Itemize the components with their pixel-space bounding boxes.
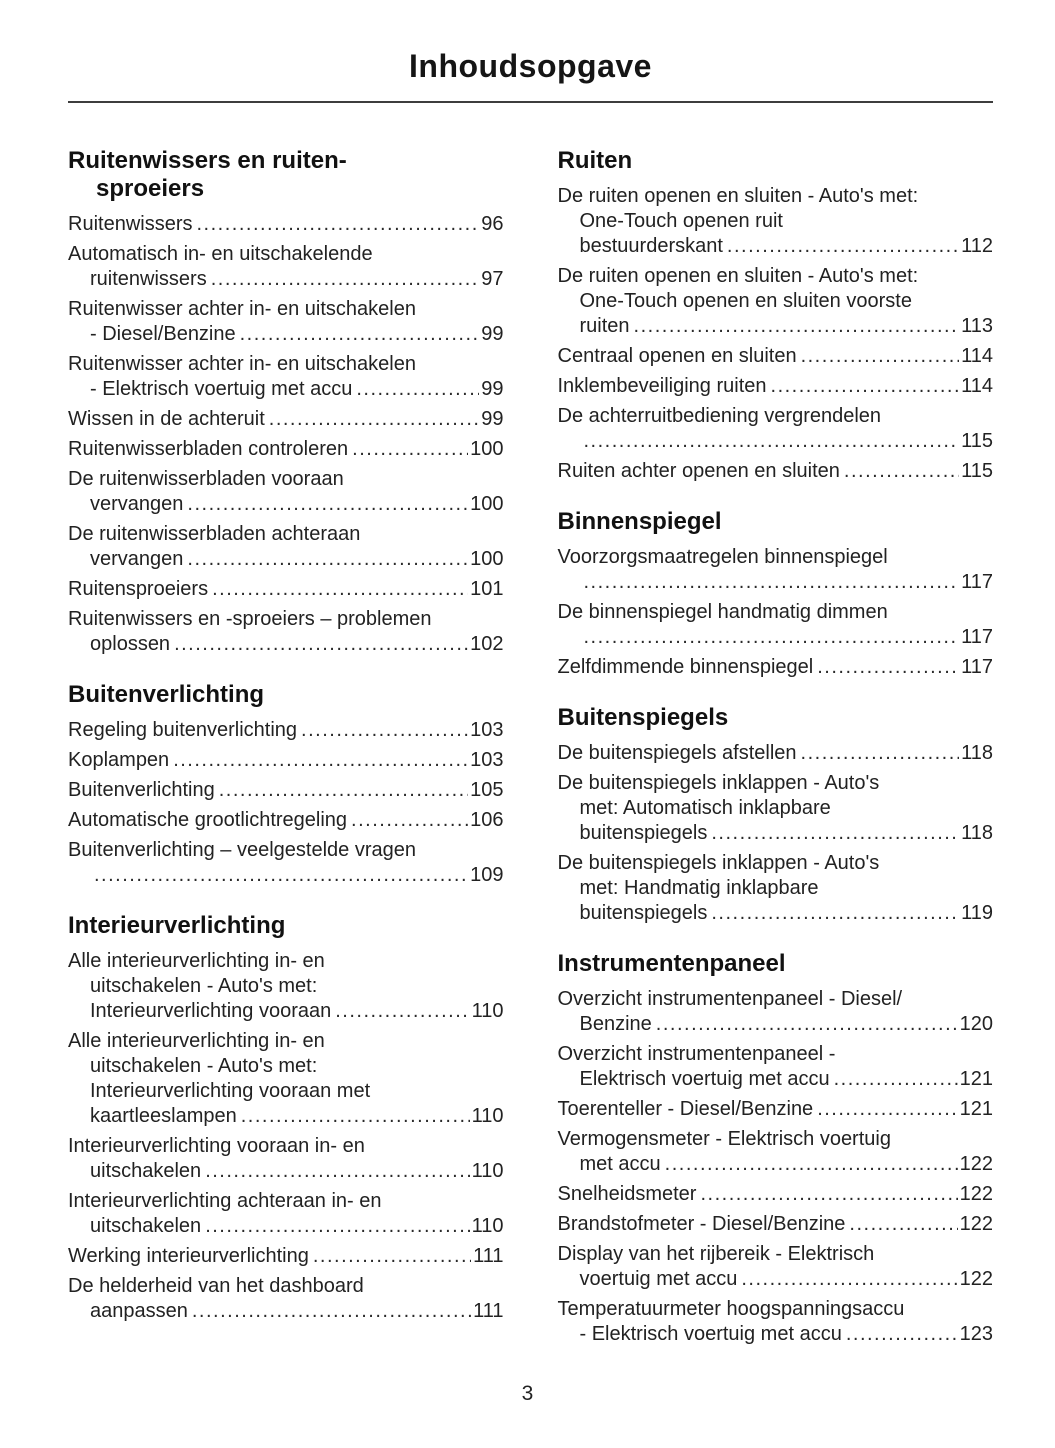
leader-dots (771, 374, 960, 399)
entry-last-line (558, 1012, 994, 1037)
entry-page-number: 115 (961, 460, 993, 482)
toc-entry (68, 352, 504, 402)
toc-entry (558, 987, 994, 1037)
toc-entry (68, 297, 504, 347)
entry-page-number: 111 (473, 1300, 504, 1322)
entry-line: Temperatuurmeter hoogspanningsaccu (557, 1298, 905, 1320)
toc-entry (68, 778, 504, 803)
toc-section (558, 704, 994, 926)
entry-last-line (68, 322, 504, 347)
entry-last-line (68, 212, 504, 237)
toc-entry (558, 184, 994, 259)
entry-page-number: 122 (959, 1183, 993, 1205)
entry-page-number: 123 (959, 1323, 993, 1345)
toc-entry (558, 404, 994, 454)
toc-entry (558, 1242, 994, 1292)
entry-page-number: 102 (470, 633, 504, 655)
entry-last-line (558, 1212, 994, 1237)
leader-dots (665, 1152, 958, 1177)
entry-label: Koplampen (68, 749, 170, 771)
toc-entry (68, 467, 504, 517)
entry-label: Automatische grootlichtregeling (68, 809, 348, 831)
leader-dots (634, 314, 960, 339)
entry-label: Benzine (579, 1013, 652, 1035)
entry-label: Centraal openen en sluiten (557, 345, 797, 367)
section-heading (68, 681, 504, 709)
entry-label: Toerenteller - Diesel/Benzine (557, 1098, 814, 1120)
entry-page-number: 110 (471, 1215, 504, 1237)
entry-last-line (558, 344, 994, 369)
section-heading-line: Binnenspiegel (557, 508, 722, 535)
toc-entry (558, 655, 994, 680)
toc-entry (68, 242, 504, 292)
entry-label: uitschakelen (90, 1160, 202, 1182)
entry-line: met: Handmatig inklapbare (579, 877, 819, 899)
entry-page-number: 110 (471, 1105, 504, 1127)
entry-page-number: 101 (470, 578, 504, 600)
entry-last-line (68, 778, 504, 803)
entry-line: One-Touch openen en sluiten voorste (579, 290, 912, 312)
entry-label: Interieurverlichting vooraan (90, 1000, 332, 1022)
entry-label: Snelheidsmeter (557, 1183, 697, 1205)
entry-label: Regeling buitenverlichting (68, 719, 298, 741)
toc-entry (558, 264, 994, 339)
toc-entry (558, 1127, 994, 1177)
entry-page-number: 103 (470, 719, 504, 741)
toc-entry (68, 838, 504, 888)
section-heading (558, 950, 994, 978)
entry-last-line (558, 374, 994, 399)
entry-last-line (68, 577, 504, 602)
leader-dots (196, 212, 479, 237)
section-heading-line: sproeiers (96, 175, 205, 202)
leader-dots (187, 492, 468, 517)
entry-line: Overzicht instrumentenpaneel - Diesel/ (557, 988, 903, 1010)
entry-line: De buitenspiegels inklappen - Auto's (557, 852, 880, 874)
toc-entry (558, 545, 994, 595)
toc-entry (558, 344, 994, 369)
leader-dots (817, 655, 959, 680)
entry-label: - Elektrisch voertuig met accu (579, 1323, 842, 1345)
toc-section (558, 950, 994, 1347)
leader-dots (727, 234, 959, 259)
leader-dots (584, 570, 960, 595)
entry-line: De ruiten openen en sluiten - Auto's met: (557, 185, 919, 207)
leader-dots (192, 1299, 471, 1324)
toc-columns (68, 147, 993, 1352)
leader-dots (844, 459, 959, 484)
toc-entry (68, 607, 504, 657)
entry-line: Interieurverlichting vooraan in- en (68, 1135, 365, 1157)
entry-last-line (558, 1182, 994, 1207)
toc-entry (68, 577, 504, 602)
entry-page-number: 114 (961, 345, 993, 367)
entry-page-number: 99 (481, 408, 504, 430)
entry-line: De buitenspiegels inklappen - Auto's (557, 772, 880, 794)
entry-line: Display van het rijbereik - Elektrisch (557, 1243, 875, 1265)
toc-entry (68, 1134, 504, 1184)
entry-page-number: 111 (473, 1245, 504, 1267)
entry-page-number: 97 (481, 268, 504, 290)
entry-page-number: 118 (961, 742, 993, 764)
leader-dots (240, 322, 480, 347)
entry-last-line (68, 1159, 504, 1184)
entry-last-line (558, 655, 994, 680)
entry-last-line (68, 377, 504, 402)
leader-dots (205, 1159, 469, 1184)
toc-entry (558, 771, 994, 846)
leader-dots (711, 901, 959, 926)
toc-entry (558, 1097, 994, 1122)
toc-section (558, 508, 994, 680)
entry-page-number: 100 (470, 438, 504, 460)
entry-label: Ruitenwisserbladen controleren (68, 438, 349, 460)
entry-label: Zelfdimmende binnenspiegel (557, 656, 814, 678)
entry-page-number: 121 (959, 1068, 993, 1090)
entry-last-line (558, 625, 994, 650)
entry-label: vervangen (90, 548, 184, 570)
entry-line: One-Touch openen ruit (579, 210, 783, 232)
leader-dots (700, 1182, 957, 1207)
leader-dots (584, 429, 960, 454)
leader-dots (174, 632, 468, 657)
toc-entry (558, 459, 994, 484)
entry-line: De ruiten openen en sluiten - Auto's met: (557, 265, 919, 287)
leader-dots (351, 808, 468, 833)
toc-entry (68, 212, 504, 237)
entry-line: Ruitenwisser achter in- en uitschakelen (68, 298, 416, 320)
entry-label: voertuig met accu (579, 1268, 738, 1290)
entry-label: buitenspiegels (579, 902, 708, 924)
entry-page-number: 100 (470, 548, 504, 570)
leader-dots (173, 748, 468, 773)
entry-label: Brandstofmeter - Diesel/Benzine (557, 1213, 846, 1235)
entry-page-number: 105 (470, 779, 504, 801)
entry-line: Interieurverlichting vooraan met (90, 1080, 371, 1102)
entry-line: uitschakelen - Auto's met: (90, 975, 318, 997)
leader-dots (846, 1322, 958, 1347)
section-heading-line: Buitenspiegels (557, 704, 729, 731)
toc-entry (558, 1212, 994, 1237)
page-number-footer: 3 (521, 1382, 534, 1405)
entry-label: Buitenverlichting (68, 779, 215, 801)
entry-line: De ruitenwisserbladen vooraan (68, 468, 344, 490)
section-heading (558, 704, 994, 732)
entry-last-line (68, 808, 504, 833)
entry-last-line (68, 1214, 504, 1239)
leader-dots (801, 741, 960, 766)
section-heading-line: Interieurverlichting (68, 912, 286, 939)
entry-last-line (558, 1267, 994, 1292)
leader-dots (212, 577, 468, 602)
entry-last-line (68, 1104, 504, 1129)
title-rule (68, 101, 993, 103)
leader-dots (356, 377, 479, 402)
entry-label: oplossen (90, 633, 171, 655)
leader-dots (219, 778, 468, 803)
entry-page-number: 100 (470, 493, 504, 515)
entry-last-line (68, 1244, 504, 1269)
entry-page-number: 109 (470, 864, 504, 886)
entry-last-line (558, 570, 994, 595)
entry-label: - Elektrisch voertuig met accu (90, 378, 353, 400)
entry-line: Vermogensmeter - Elektrisch voertuig (557, 1128, 891, 1150)
entry-last-line (558, 821, 994, 846)
entry-last-line (558, 1322, 994, 1347)
entry-page-number: 115 (961, 430, 993, 452)
entry-page-number: 122 (959, 1153, 993, 1175)
toc-entry (68, 808, 504, 833)
entry-label: bestuurderskant (579, 235, 723, 257)
entry-last-line (68, 492, 504, 517)
section-heading (68, 147, 504, 203)
toc-entry (68, 1244, 504, 1269)
entry-label: buitenspiegels (579, 822, 708, 844)
entry-page-number: 117 (961, 656, 993, 678)
entry-page-number: 110 (471, 1160, 504, 1182)
entry-label: Ruitenwissers (68, 213, 193, 235)
toc-entry (68, 718, 504, 743)
leader-dots (301, 718, 468, 743)
entry-page-number: 99 (481, 323, 504, 345)
entry-label: De buitenspiegels afstellen (557, 742, 797, 764)
entry-label: Wissen in de achteruit (68, 408, 265, 430)
entry-last-line (68, 1299, 504, 1324)
entry-line: Overzicht instrumentenpaneel - (557, 1043, 836, 1065)
toc-entry (68, 1189, 504, 1239)
entry-page-number: 119 (961, 902, 993, 924)
entry-last-line (558, 741, 994, 766)
toc-entry (68, 437, 504, 462)
entry-page-number: 122 (959, 1213, 993, 1235)
entry-page-number: 112 (961, 235, 993, 257)
entry-label: vervangen (90, 493, 184, 515)
entry-label: Ruiten achter openen en sluiten (557, 460, 840, 482)
leader-dots (849, 1212, 957, 1237)
entry-label: - Diesel/Benzine (90, 323, 236, 345)
toc-entry (558, 374, 994, 399)
entry-line: Voorzorgsmaatregelen binnenspiegel (557, 546, 888, 568)
entry-last-line (68, 547, 504, 572)
toc-column (558, 147, 994, 1352)
toc-column (68, 147, 504, 1352)
leader-dots (335, 999, 469, 1024)
toc-entry (68, 407, 504, 432)
entry-page-number: 117 (961, 626, 993, 648)
section-heading (558, 508, 994, 536)
entry-last-line (558, 1152, 994, 1177)
page-title: Inhoudsopgave (409, 48, 652, 84)
toc-entry (558, 1182, 994, 1207)
leader-dots (211, 267, 480, 292)
toc-entry (68, 949, 504, 1024)
entry-line: met: Automatisch inklapbare (579, 797, 831, 819)
entry-page-number: 120 (959, 1013, 993, 1035)
toc-entry (68, 1274, 504, 1324)
entry-line: Ruitenwisser achter in- en uitschakelen (68, 353, 416, 375)
section-heading-line: Instrumentenpaneel (557, 950, 786, 977)
entry-line: Automatisch in- en uitschakelende (68, 243, 373, 265)
toc-section (68, 147, 504, 657)
entry-line: Buitenverlichting – veelgestelde vragen (68, 839, 416, 861)
entry-label: ruitenwissers (90, 268, 207, 290)
entry-label: kaartleeslampen (90, 1105, 237, 1127)
entry-line: Alle interieurverlichting in- en (68, 1030, 325, 1052)
entry-page-number: 117 (961, 571, 993, 593)
entry-label: Elektrisch voertuig met accu (579, 1068, 830, 1090)
entry-last-line (558, 459, 994, 484)
entry-last-line (558, 234, 994, 259)
entry-last-line (558, 314, 994, 339)
entry-line: Alle interieurverlichting in- en (68, 950, 325, 972)
leader-dots (817, 1097, 957, 1122)
entry-page-number: 106 (470, 809, 504, 831)
section-heading (68, 912, 504, 940)
entry-page-number: 113 (961, 315, 993, 337)
leader-dots (656, 1012, 958, 1037)
entry-last-line (68, 863, 504, 888)
entry-last-line (558, 1067, 994, 1092)
entry-last-line (558, 1097, 994, 1122)
entry-last-line (558, 429, 994, 454)
entry-line: De binnenspiegel handmatig dimmen (557, 601, 888, 623)
entry-label: met accu (579, 1153, 661, 1175)
entry-line: De helderheid van het dashboard (68, 1275, 364, 1297)
leader-dots (205, 1214, 469, 1239)
leader-dots (584, 625, 960, 650)
entry-label: Inklembeveiliging ruiten (557, 375, 767, 397)
entry-last-line (68, 718, 504, 743)
entry-line: uitschakelen - Auto's met: (90, 1055, 318, 1077)
toc-entry (558, 741, 994, 766)
entry-last-line (68, 267, 504, 292)
entry-page-number: 118 (961, 822, 993, 844)
leader-dots (313, 1244, 471, 1269)
entry-page-number: 99 (481, 378, 504, 400)
section-heading-line: Ruitenwissers en ruiten- (68, 147, 347, 174)
entry-page-number: 114 (961, 375, 993, 397)
entry-last-line (68, 407, 504, 432)
entry-line: De achterruitbediening vergrendelen (557, 405, 882, 427)
entry-line: De ruitenwisserbladen achteraan (68, 523, 361, 545)
entry-label: Werking interieurverlichting (68, 1245, 309, 1267)
entry-line: Interieurverlichting achteraan in- en (68, 1190, 382, 1212)
entry-page-number: 122 (959, 1268, 993, 1290)
toc-entry (558, 851, 994, 926)
leader-dots (801, 344, 960, 369)
entry-last-line (68, 999, 504, 1024)
leader-dots (241, 1104, 470, 1129)
section-heading-line: Ruiten (557, 147, 633, 174)
leader-dots (834, 1067, 958, 1092)
toc-entry (68, 1029, 504, 1129)
entry-last-line (558, 901, 994, 926)
entry-page-number: 96 (481, 213, 504, 235)
toc-entry (68, 748, 504, 773)
toc-entry (68, 522, 504, 572)
toc-section (558, 147, 994, 484)
leader-dots (187, 547, 468, 572)
entry-page-number: 110 (471, 1000, 504, 1022)
entry-label: uitschakelen (90, 1215, 202, 1237)
toc-section (68, 912, 504, 1324)
entry-last-line (68, 437, 504, 462)
entry-line: Ruitenwissers en -sproeiers – problemen (68, 608, 432, 630)
toc-entry (558, 1042, 994, 1092)
entry-page-number: 121 (959, 1098, 993, 1120)
entry-label: ruiten (579, 315, 630, 337)
leader-dots (352, 437, 468, 462)
section-heading (558, 147, 994, 175)
leader-dots (94, 863, 468, 888)
entry-label: aanpassen (90, 1300, 188, 1322)
toc-entry (558, 1297, 994, 1347)
section-heading-line: Buitenverlichting (68, 681, 265, 708)
leader-dots (711, 821, 959, 846)
leader-dots (741, 1267, 957, 1292)
toc-entry (558, 600, 994, 650)
entry-last-line (68, 748, 504, 773)
leader-dots (269, 407, 479, 432)
entry-last-line (68, 632, 504, 657)
toc-section (68, 681, 504, 888)
entry-label: Ruitensproeiers (68, 578, 209, 600)
entry-page-number: 103 (470, 749, 504, 771)
